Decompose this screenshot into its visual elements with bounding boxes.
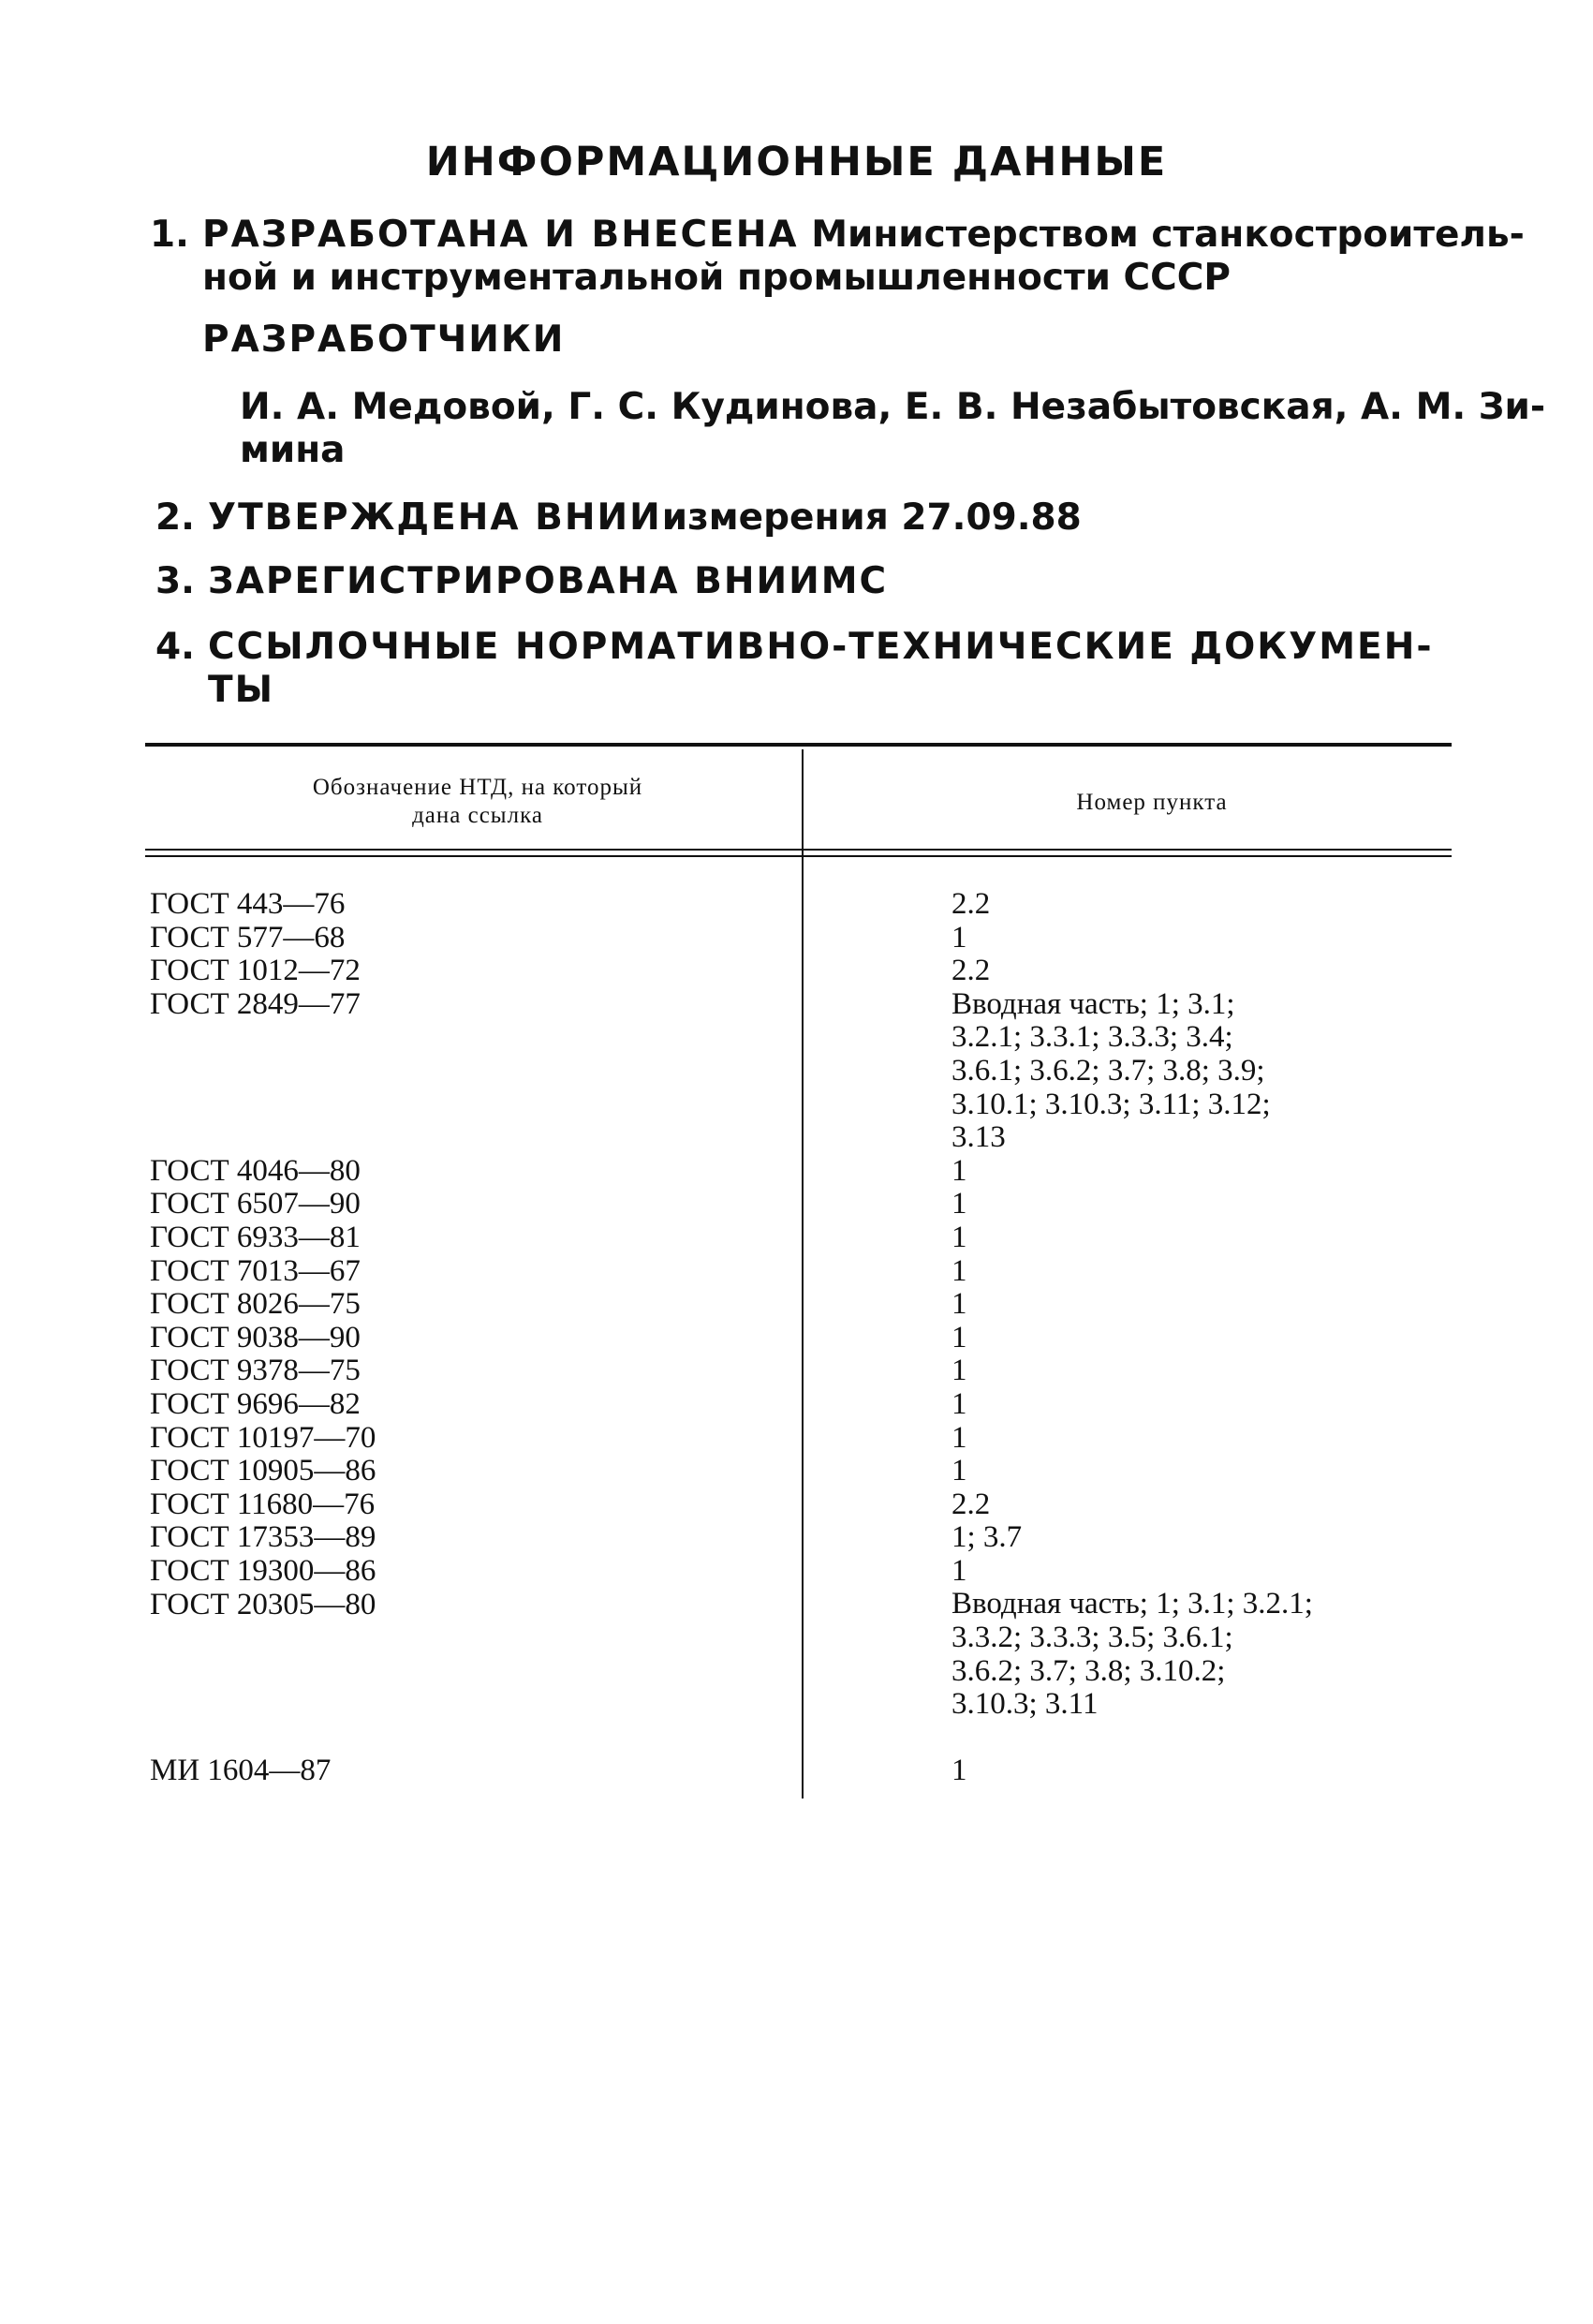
item-number: 2.	[155, 496, 195, 539]
table-cell-clause	[951, 1722, 1476, 1755]
item-number: 3.	[155, 560, 195, 602]
table-clause-column	[951, 888, 1476, 1788]
table-cell-clause	[951, 1521, 1476, 1555]
item-text-continued: ной и инструментальной промышленности СССР	[202, 257, 1231, 299]
item-approved	[155, 496, 1467, 543]
table-cell-clause-line: 2.2	[951, 954, 991, 988]
table-cell-clause-line: 1; 3.7	[951, 1520, 1023, 1555]
table-cell-document: ГОСТ 1012—72	[150, 954, 361, 988]
table-cell-clause	[951, 1288, 1476, 1322]
table-cell-document: ГОСТ 9378—75	[150, 1354, 361, 1388]
table-cell-clause-line: 2.2	[951, 1487, 991, 1521]
item-number: 4.	[155, 626, 195, 668]
developers-list	[240, 386, 1546, 480]
table-cell-clause-line: Вводная часть; 1; 3.1; 3.2.1;	[951, 1587, 1313, 1621]
item-registered	[155, 560, 1467, 607]
developers-label	[202, 318, 1513, 365]
table-cell-clause	[951, 888, 1476, 922]
table-cell-document: ГОСТ 443—76	[150, 887, 346, 921]
table-cell-clause-line: 3.3.2; 3.3.3; 3.5; 3.6.1;	[951, 1621, 1233, 1655]
table-cell-clause	[951, 1322, 1476, 1355]
table-top-rule	[145, 743, 1452, 747]
developers-line: И. А. Медовой, Г. С. Кудинова, Е. В. Незабытовская, А. М. Зи-	[240, 386, 1546, 428]
table-cell-document: ГОСТ 17353—89	[150, 1520, 376, 1555]
item-lead: ССЫЛОЧНЫЕ НОРМАТИВНО-ТЕХНИЧЕСКИЕ ДОКУМЕН-	[208, 626, 1434, 668]
table-cell-clause-line: 3.13	[951, 1120, 1006, 1155]
table-cell-clause-line: 1	[951, 1754, 967, 1788]
table-cell-document: ГОСТ 4046—80	[150, 1153, 361, 1188]
table-cell-document: ГОСТ 20305—80	[150, 1587, 376, 1621]
table-cell-clause-line: 1	[951, 1386, 967, 1421]
table-cell-clause	[951, 1155, 1476, 1189]
item-lead: ЗАРЕГИСТРИРОВАНА ВНИИМС	[208, 560, 889, 602]
table-cell-clause-line: 3.6.2; 3.7; 3.8; 3.10.2;	[951, 1653, 1226, 1688]
table-cell-clause-line: 1	[951, 920, 967, 955]
item-text: Министерством станкостроитель-	[798, 214, 1525, 256]
table-cell-clause-line: Вводная часть; 1; 3.1;	[951, 986, 1235, 1021]
table-cell-clause-line: 1	[951, 1454, 967, 1488]
table-cell-document: ГОСТ 10197—70	[150, 1420, 376, 1455]
item-references	[155, 626, 1467, 719]
table-cell-clause-line: 1	[951, 1187, 967, 1221]
header-document-line: Обозначение НТД, на который	[312, 775, 643, 800]
table-cell-document: ГОСТ 10905—86	[150, 1454, 376, 1488]
table-cell-document	[150, 1722, 376, 1755]
table-header-document	[215, 774, 740, 830]
table-cell-document: ГОСТ 6933—81	[150, 1220, 361, 1254]
table-cell-document: ГОСТ 577—68	[150, 920, 346, 955]
table-cell-document: ГОСТ 9038—90	[150, 1320, 361, 1354]
table-cell-clause	[951, 1555, 1476, 1589]
table-cell-clause-line: 1	[951, 1287, 967, 1322]
table-cell-clause-line: 3.10.1; 3.10.3; 3.11; 3.12;	[951, 1087, 1271, 1121]
table-cell-clause-line: 2.2	[951, 887, 991, 921]
item-number: 1.	[150, 214, 189, 256]
item-lead-continued: ТЫ	[208, 669, 275, 711]
table-cell-clause	[951, 1588, 1476, 1721]
table-cell-clause	[951, 1354, 1476, 1388]
table-cell-clause-line: 3.2.1; 3.3.1; 3.3.3; 3.4;	[951, 1020, 1233, 1055]
document-title: ИНФОРМАЦИОННЫЕ ДАННЫЕ	[425, 139, 1168, 185]
table-cell-document: ГОСТ 2849—77	[150, 986, 361, 1021]
table-cell-document: ГОСТ 7013—67	[150, 1253, 361, 1288]
table-cell-clause-line: 1	[951, 1553, 967, 1588]
table-cell-document: ГОСТ 19300—86	[150, 1553, 376, 1588]
table-cell-document: МИ 1604—87	[150, 1754, 332, 1788]
table-cell-clause	[951, 1422, 1476, 1456]
table-cell-document: ГОСТ 11680—76	[150, 1487, 376, 1521]
table-cell-clause-line: 1	[951, 1320, 967, 1354]
table-cell-clause-line: 1	[951, 1253, 967, 1288]
table-cell-clause	[951, 1488, 1476, 1522]
table-cell-clause	[951, 922, 1476, 955]
table-cell-clause-line: 3.10.3; 3.11	[951, 1687, 1099, 1722]
table-cell-clause-line: 1	[951, 1153, 967, 1188]
table-header-rule-second	[145, 855, 1452, 857]
table-cell-clause	[951, 955, 1476, 988]
header-document-line-continued: дана ссылка	[412, 803, 543, 828]
table-cell-clause	[951, 1221, 1476, 1255]
table-cell-clause-line: 3.6.1; 3.6.2; 3.7; 3.8; 3.9;	[951, 1053, 1265, 1088]
table-header-clause: Номер пункта	[1076, 790, 1228, 815]
table-cell-clause	[951, 1455, 1476, 1488]
table-cell-clause	[951, 1754, 1476, 1788]
item-lead: УТВЕРЖДЕНА ВНИИ	[208, 496, 662, 539]
table-cell-clause	[951, 988, 1476, 1155]
table-cell-clause-line: 1	[951, 1354, 967, 1388]
table-cell-clause-line: 1	[951, 1220, 967, 1254]
item-text: измерения 27.09.88	[661, 496, 1082, 539]
item-developed-by	[150, 214, 1525, 307]
table-cell-clause-line: 1	[951, 1420, 967, 1455]
developers-label-text: РАЗРАБОТЧИКИ	[202, 318, 566, 361]
table-header-rule	[145, 849, 1452, 851]
table-column-divider	[802, 749, 804, 1799]
table-document-column	[150, 888, 376, 1788]
table-cell-document: ГОСТ 6507—90	[150, 1187, 361, 1221]
table-cell-clause	[951, 1188, 1476, 1221]
item-lead: РАЗРАБОТАНА И ВНЕСЕНА	[202, 214, 799, 256]
table-cell-clause	[951, 1255, 1476, 1289]
table-cell-clause	[951, 1388, 1476, 1422]
developers-line-continued: мина	[240, 429, 346, 471]
table-cell-document: ГОСТ 8026—75	[150, 1287, 361, 1322]
table-cell-document: ГОСТ 9696—82	[150, 1386, 361, 1421]
table-cell-clause-line	[951, 1722, 1476, 1755]
